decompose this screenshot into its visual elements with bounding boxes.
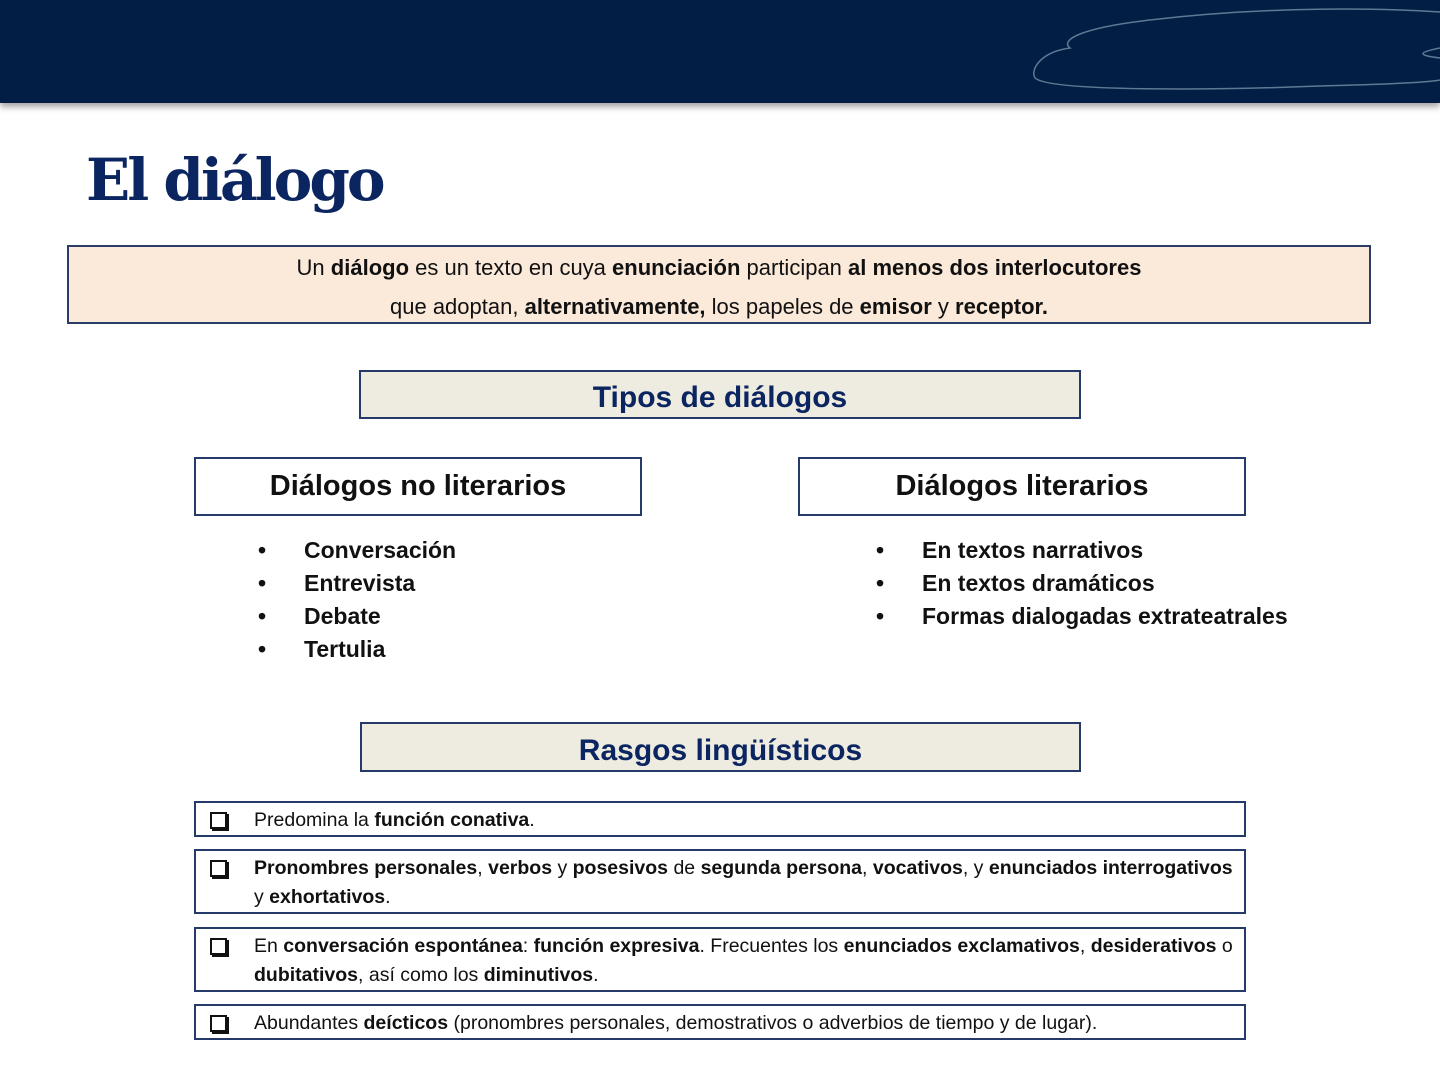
text-segment: Predomina la xyxy=(254,809,375,831)
bold-text-segment: Pronombres personales xyxy=(254,857,478,879)
text-segment: es un texto en cuya xyxy=(409,255,613,280)
list-item-label: En textos dramáticos xyxy=(922,570,1155,596)
bullet-icon: • xyxy=(258,636,267,662)
text-segment: que adoptan, xyxy=(390,294,525,319)
list-item xyxy=(876,534,1288,567)
definition-box xyxy=(67,245,1371,324)
text-segment: : xyxy=(522,935,534,957)
text-segment: , xyxy=(1079,935,1091,957)
non-literary-list xyxy=(258,534,456,666)
text-segment: participan xyxy=(740,255,849,280)
text-segment: Abundantes xyxy=(254,1012,364,1034)
checkbox-icon xyxy=(210,812,227,829)
checkbox-icon xyxy=(210,860,227,877)
bold-text-segment: emisor xyxy=(859,294,932,319)
literary-list xyxy=(876,534,1288,633)
text-segment: o xyxy=(1216,935,1233,957)
text-segment: Un xyxy=(296,255,331,280)
bullet-icon: • xyxy=(258,570,267,596)
bold-text-segment: exhortativos xyxy=(269,886,386,908)
list-item-label: Entrevista xyxy=(304,570,416,596)
bullet-icon: • xyxy=(876,570,885,596)
feature-item xyxy=(194,927,1246,992)
text-segment: , así como los xyxy=(358,964,484,986)
list-item xyxy=(258,567,456,600)
bold-text-segment: segunda persona xyxy=(700,857,863,879)
text-segment: (pronombres personales, demostrativos o adverbios de tiempo y de lugar). xyxy=(448,1012,1098,1034)
definition-line-1 xyxy=(69,248,1369,287)
bold-text-segment: dubitativos xyxy=(254,964,359,986)
text-segment: y xyxy=(254,886,270,908)
text-segment: En xyxy=(254,935,284,957)
non-literary-heading: Diálogos no literarios xyxy=(194,457,642,516)
scribble-decoration-icon xyxy=(1020,0,1440,103)
list-item xyxy=(258,633,456,666)
text-segment: . xyxy=(593,964,599,986)
text-segment: , xyxy=(862,857,873,879)
bullet-icon: • xyxy=(258,603,267,629)
bold-text-segment: desiderativos xyxy=(1090,935,1217,957)
bold-text-segment: diminutivos xyxy=(483,964,594,986)
bold-text-segment: función expresiva xyxy=(533,935,700,957)
list-item-label: Formas dialogadas extrateatrales xyxy=(922,603,1288,629)
bullet-icon: • xyxy=(876,537,885,563)
bold-text-segment: al menos dos interlocutores xyxy=(848,255,1142,280)
bullet-icon: • xyxy=(876,603,885,629)
feature-text xyxy=(254,1009,1234,1038)
feature-text xyxy=(254,854,1234,912)
bold-text-segment: verbos xyxy=(488,857,553,879)
bold-text-segment: conversación espontánea xyxy=(283,935,523,957)
list-item xyxy=(258,534,456,567)
list-item-label: Debate xyxy=(304,603,381,629)
feature-item xyxy=(194,849,1246,914)
feature-text xyxy=(254,806,1234,835)
types-heading: Tipos de diálogos xyxy=(359,370,1081,419)
bold-text-segment: diálogo xyxy=(330,255,410,280)
text-segment: y xyxy=(552,857,573,879)
text-segment: . Frecuentes los xyxy=(699,935,844,957)
checkbox-icon xyxy=(210,1015,227,1032)
bold-text-segment: deícticos xyxy=(363,1012,449,1034)
feature-item xyxy=(194,1004,1246,1040)
text-segment: de xyxy=(668,857,701,879)
list-item xyxy=(258,600,456,633)
bold-text-segment: receptor. xyxy=(955,294,1048,319)
literary-heading: Diálogos literarios xyxy=(798,457,1246,516)
bold-text-segment: vocativos xyxy=(872,857,963,879)
bold-text-segment: enunciación xyxy=(612,255,741,280)
text-segment: los papeles de xyxy=(705,294,860,319)
list-item xyxy=(876,567,1288,600)
feature-item xyxy=(194,801,1246,837)
list-item-label: En textos narrativos xyxy=(922,537,1144,563)
page-title: El diálogo xyxy=(86,146,383,214)
text-segment: . xyxy=(529,809,535,831)
text-segment: . xyxy=(385,886,391,908)
bold-text-segment: alternativamente, xyxy=(524,294,706,319)
list-item-label: Tertulia xyxy=(304,636,386,662)
list-item-label: Conversación xyxy=(304,537,457,563)
header-banner xyxy=(0,0,1440,103)
checkbox-icon xyxy=(210,938,227,955)
bold-text-segment: enunciados exclamativos xyxy=(843,935,1080,957)
text-segment: y xyxy=(931,294,956,319)
definition-line-2 xyxy=(69,287,1369,326)
bullet-icon: • xyxy=(258,537,267,563)
bold-text-segment: función conativa xyxy=(374,809,530,831)
list-item xyxy=(876,600,1288,633)
bold-text-segment: posesivos xyxy=(572,857,669,879)
feature-text xyxy=(254,932,1234,990)
bold-text-segment: enunciados interrogativos xyxy=(988,857,1233,879)
text-segment: , y xyxy=(962,857,989,879)
text-segment: , xyxy=(477,857,489,879)
features-heading: Rasgos lingüísticos xyxy=(360,722,1081,772)
